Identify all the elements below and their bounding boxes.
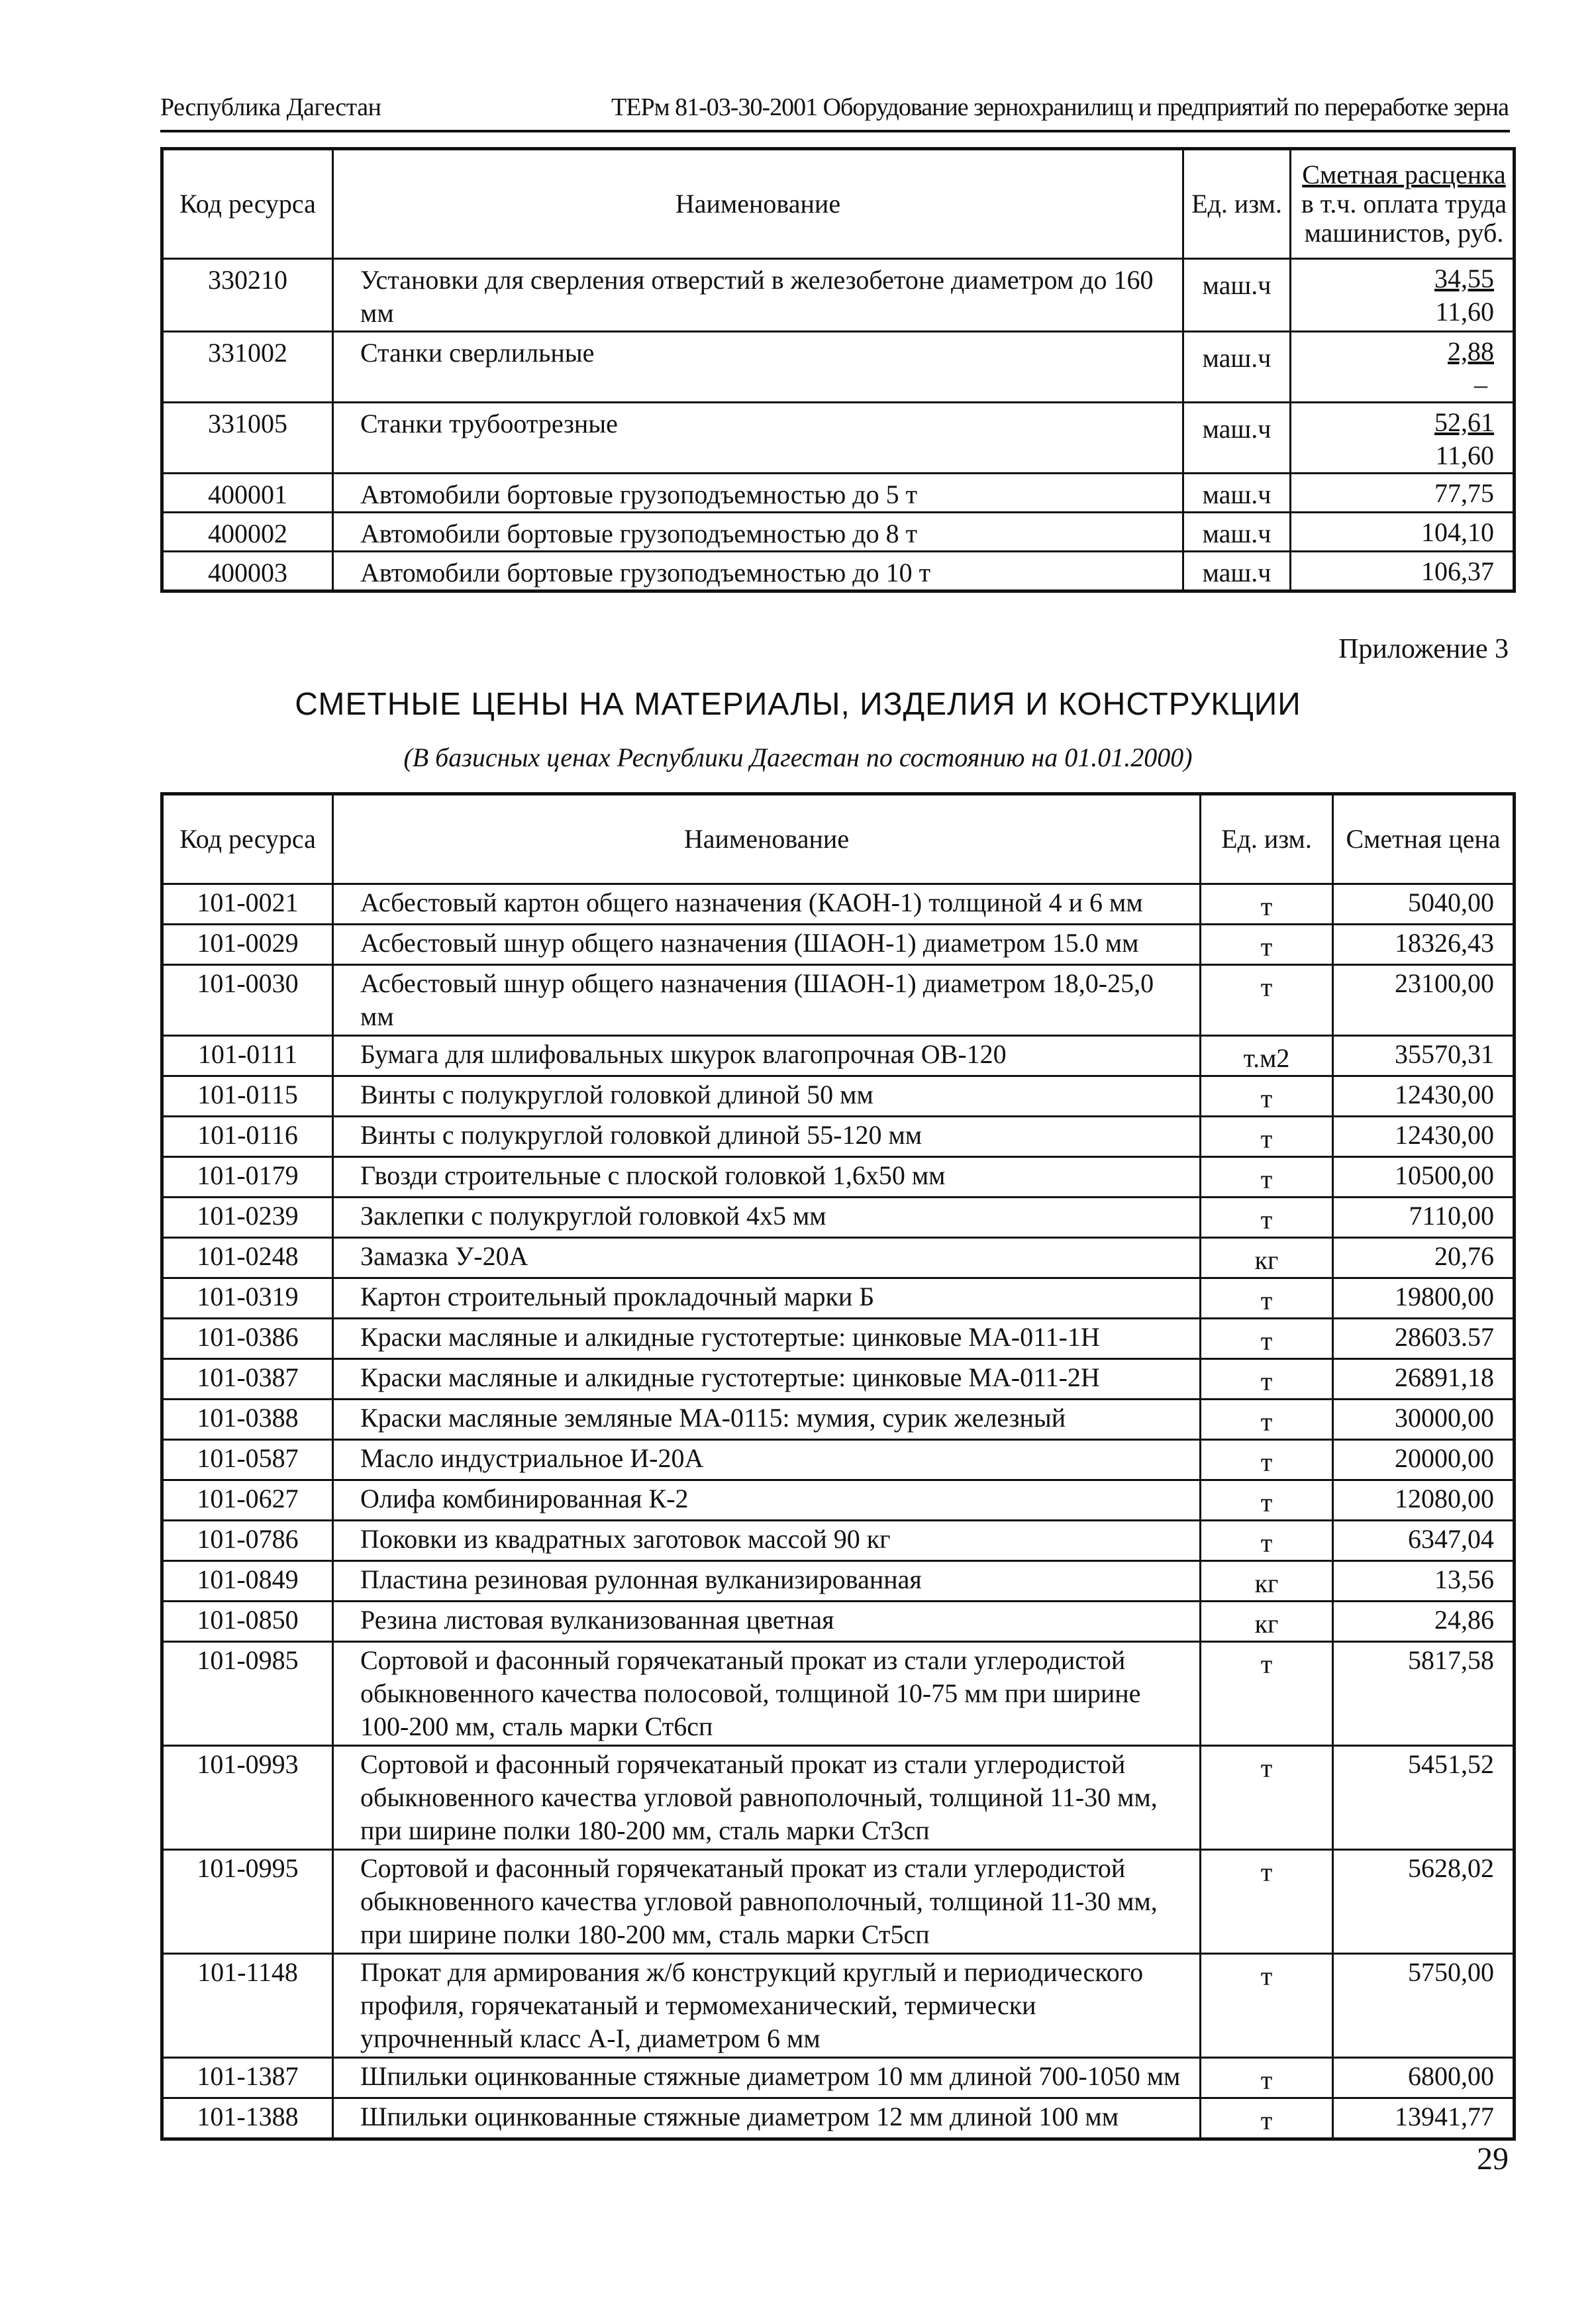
resource-name: Сортовой и фасонный горячекатаный прокат из стали углеродистой обыкновенного качества угловой равнополочный, толщиной 11-30 мм, при ширине полки 180-200 мм, сталь марки Ст5сп [333,1850,1201,1954]
resource-name: Олифа комбинированная К-2 [333,1480,1201,1521]
resource-name: Резина листовая вулканизованная цветная [333,1602,1201,1642]
table-row [162,1746,1515,1850]
resource-name: Асбестовый шнур общего назначения (ШАОН-1) диаметром 18,0-25,0 мм [333,965,1201,1036]
resource-code: 331005 [162,403,333,474]
resource-price: 35570,31 [1333,1036,1515,1076]
machine-rates-table [160,147,1516,593]
labor-value: – [1474,370,1487,399]
resource-price [1291,259,1515,332]
resource-unit: т [1201,925,1333,965]
table-row [162,1319,1515,1359]
resource-price: 10500,00 [1333,1157,1515,1198]
resource-name: Автомобили бортовые грузоподъемностью до 8 т [333,513,1183,552]
table-row [162,552,1515,591]
header-divider [160,130,1510,132]
resource-code: 101-1388 [162,2098,333,2139]
resource-name: Станки сверлильные [333,332,1183,403]
appendix-label: Приложение 3 [1338,634,1509,664]
resource-code: 101-0021 [162,884,333,925]
table-row [162,884,1515,925]
table-row [162,925,1515,965]
resource-price: 5628,02 [1333,1850,1515,1954]
resource-code: 330210 [162,259,333,332]
resource-unit: маш.ч [1183,403,1291,474]
table-row [162,1036,1515,1076]
price-header-line2: машинистов, руб. [1304,218,1504,248]
table-row [162,1642,1515,1746]
resource-code: 331002 [162,332,333,403]
price-header-title: Сметная расценка [1302,160,1506,189]
column-header-price: Сметная цена [1333,794,1515,884]
resource-name: Бумага для шлифовальных шкурок влагопрочная ОВ-120 [333,1036,1201,1076]
resource-unit: т [1201,1400,1333,1440]
resource-code: 101-0850 [162,1602,333,1642]
table-row [162,965,1515,1036]
resource-code: 400001 [162,474,333,513]
resource-price: 18326,43 [1333,925,1515,965]
resource-unit: маш.ч [1183,552,1291,591]
resource-code: 101-0239 [162,1198,333,1238]
table-row [162,1561,1515,1602]
resource-price: 106,37 [1291,552,1515,591]
table-row [162,1954,1515,2058]
materials-price-table [160,792,1516,2141]
resource-code: 101-0995 [162,1850,333,1954]
resource-name: Станки трубоотрезные [333,403,1183,474]
resource-price: 77,75 [1291,474,1515,513]
resource-unit: маш.ч [1183,259,1291,332]
resource-price [1291,332,1515,403]
resource-code: 101-0786 [162,1521,333,1561]
resource-price: 5817,58 [1333,1642,1515,1746]
resource-price: 12430,00 [1333,1076,1515,1117]
resource-unit: т [1201,1198,1333,1238]
resource-code: 101-0248 [162,1238,333,1278]
rate-value: 52,61 [1434,407,1494,437]
resource-price: 24,86 [1333,1602,1515,1642]
resource-unit: т [1201,1157,1333,1198]
table-row [162,1076,1515,1117]
resource-unit: т [1201,884,1333,925]
resource-unit: маш.ч [1183,513,1291,552]
resource-price: 13941,77 [1333,2098,1515,2139]
column-header-price [1291,149,1515,259]
table-row [162,259,1515,332]
table-row [162,1157,1515,1198]
resource-code: 101-0627 [162,1480,333,1521]
resource-unit: т [1201,1642,1333,1746]
resource-unit: маш.ч [1183,474,1291,513]
resource-code: 101-1148 [162,1954,333,2058]
resource-name: Сортовой и фасонный горячекатаный прокат из стали углеродистой обыкновенного качества угловой равнополочный, толщиной 11-30 мм, при ширине полки 180-200 мм, сталь марки Ст3сп [333,1746,1201,1850]
resource-name: Гвозди строительные с плоской головкой 1,6х50 мм [333,1157,1201,1198]
section-subtitle: (В базисных ценах Республики Дагестан по состоянию на 01.01.2000) [403,742,1193,772]
resource-code: 400003 [162,552,333,591]
resource-unit: кг [1201,1238,1333,1278]
table-row [162,1278,1515,1319]
resource-name: Асбестовый шнур общего назначения (ШАОН-1) диаметром 15.0 мм [333,925,1201,965]
table-row [162,403,1515,474]
table-row [162,1238,1515,1278]
table-row [162,1400,1515,1440]
table-row [162,474,1515,513]
resource-unit: т [1201,1746,1333,1850]
resource-unit: маш.ч [1183,332,1291,403]
resource-unit: т [1201,965,1333,1036]
resource-unit: т [1201,1117,1333,1157]
resource-price: 20000,00 [1333,1440,1515,1480]
column-header-code: Код ресурса [162,794,333,884]
resource-price: 30000,00 [1333,1400,1515,1440]
resource-code: 101-0985 [162,1642,333,1746]
resource-code: 101-0179 [162,1157,333,1198]
table-header-row [162,794,1515,884]
resource-code: 101-0388 [162,1400,333,1440]
resource-unit: т [1201,1480,1333,1521]
resource-price: 6800,00 [1333,2058,1515,2098]
resource-unit: кг [1201,1561,1333,1602]
resource-unit: т [1201,2058,1333,2098]
table-header-row [162,149,1515,259]
resource-name: Картон строительный прокладочный марки Б [333,1278,1201,1319]
resource-code: 101-0111 [162,1036,333,1076]
labor-value: 11,60 [1435,297,1494,327]
resource-code: 101-0386 [162,1319,333,1359]
resource-name: Асбестовый картон общего назначения (КАОН-1) толщиной 4 и 6 мм [333,884,1201,925]
table-row [162,1480,1515,1521]
resource-code: 400002 [162,513,333,552]
resource-unit: т [1201,1440,1333,1480]
table-row [162,1359,1515,1400]
resource-code: 101-0116 [162,1117,333,1157]
resource-code: 101-0029 [162,925,333,965]
table-row [162,1521,1515,1561]
column-header-unit: Ед. изм. [1201,794,1333,884]
resource-code: 101-0387 [162,1359,333,1400]
resource-name: Установки для сверления отверстий в железобетоне диаметром до 160 мм [333,259,1183,332]
resource-price: 12430,00 [1333,1117,1515,1157]
running-header-left: Республика Дагестан [160,93,381,121]
labor-value: 11,60 [1435,440,1494,470]
resource-name: Масло индустриальное И-20А [333,1440,1201,1480]
resource-name: Краски масляные и алкидные густотертые: цинковые МА-011-2Н [333,1359,1201,1400]
resource-code: 101-0319 [162,1278,333,1319]
column-header-name: Наименование [333,794,1201,884]
resource-unit: т [1201,1359,1333,1400]
resource-code: 101-0587 [162,1440,333,1480]
resource-name: Шпильки оцинкованные стяжные диаметром 10 мм длиной 700-1050 мм [333,2058,1201,2098]
resource-code: 101-0849 [162,1561,333,1602]
resource-code: 101-0030 [162,965,333,1036]
resource-unit: т [1201,1076,1333,1117]
table-row [162,2058,1515,2098]
resource-price: 19800,00 [1333,1278,1515,1319]
resource-price: 23100,00 [1333,965,1515,1036]
section-title: СМЕТНЫЕ ЦЕНЫ НА МАТЕРИАЛЫ, ИЗДЕЛИЯ И КОНСТРУКЦИИ [295,687,1301,722]
resource-price: 5040,00 [1333,884,1515,925]
resource-price: 5451,52 [1333,1746,1515,1850]
resource-price [1291,403,1515,474]
resource-price: 7110,00 [1333,1198,1515,1238]
resource-name: Замазка У-20А [333,1238,1201,1278]
running-header-right: ТЕРм 81-03-30-2001 Оборудование зернохранилищ и предприятий по переработке зерна [611,93,1509,121]
table-row [162,1850,1515,1954]
resource-price: 12080,00 [1333,1480,1515,1521]
resource-price: 13,56 [1333,1561,1515,1602]
page-number: 29 [1477,2141,1509,2176]
resource-name: Шпильки оцинкованные стяжные диаметром 12 мм длиной 100 мм [333,2098,1201,2139]
resource-code: 101-1387 [162,2058,333,2098]
resource-code: 101-0115 [162,1076,333,1117]
resource-unit: т [1201,1850,1333,1954]
resource-unit: т.м2 [1201,1036,1333,1076]
resource-name: Винты с полукруглой головкой длиной 50 мм [333,1076,1201,1117]
resource-unit: т [1201,1521,1333,1561]
resource-name: Прокат для армирования ж/б конструкций круглый и периодического профиля, горячекатаный и термомеханический, термически упрочненный класс А-I, диаметром 6 мм [333,1954,1201,2058]
resource-name: Автомобили бортовые грузоподъемностью до 5 т [333,474,1183,513]
resource-code: 101-0993 [162,1746,333,1850]
column-header-name: Наименование [333,149,1183,259]
column-header-unit: Ед. изм. [1183,149,1291,259]
table-row [162,1602,1515,1642]
resource-unit: т [1201,1278,1333,1319]
resource-name: Винты с полукруглой головкой длиной 55-120 мм [333,1117,1201,1157]
resource-price: 5750,00 [1333,1954,1515,2058]
resource-name: Краски масляные земляные МА-0115: мумия, сурик железный [333,1400,1201,1440]
resource-price: 6347,04 [1333,1521,1515,1561]
column-header-code: Код ресурса [162,149,333,259]
table-row [162,332,1515,403]
resource-name: Заклепки с полукруглой головкой 4х5 мм [333,1198,1201,1238]
table-row [162,513,1515,552]
price-header-line1: в т.ч. оплата труда [1301,189,1507,219]
resource-name: Автомобили бортовые грузоподъемностью до 10 т [333,552,1183,591]
resource-unit: т [1201,1319,1333,1359]
table-row [162,1440,1515,1480]
table-row [162,1117,1515,1157]
resource-unit: кг [1201,1602,1333,1642]
resource-price: 26891,18 [1333,1359,1515,1400]
resource-price: 28603.57 [1333,1319,1515,1359]
resource-name: Пластина резиновая рулонная вулканизированная [333,1561,1201,1602]
resource-name: Поковки из квадратных заготовок массой 90 кг [333,1521,1201,1561]
table-row [162,1198,1515,1238]
rate-value: 2,88 [1448,336,1494,366]
resource-price: 20,76 [1333,1238,1515,1278]
resource-unit: т [1201,1954,1333,2058]
resource-price: 104,10 [1291,513,1515,552]
rate-value: 34,55 [1434,264,1494,293]
table-row [162,2098,1515,2139]
resource-name: Краски масляные и алкидные густотертые: цинковые МА-011-1Н [333,1319,1201,1359]
resource-name: Сортовой и фасонный горячекатаный прокат из стали углеродистой обыкновенного качества полосовой, толщиной 10-75 мм при ширине 100-200 мм, сталь марки Ст6сп [333,1642,1201,1746]
resource-unit: т [1201,2098,1333,2139]
